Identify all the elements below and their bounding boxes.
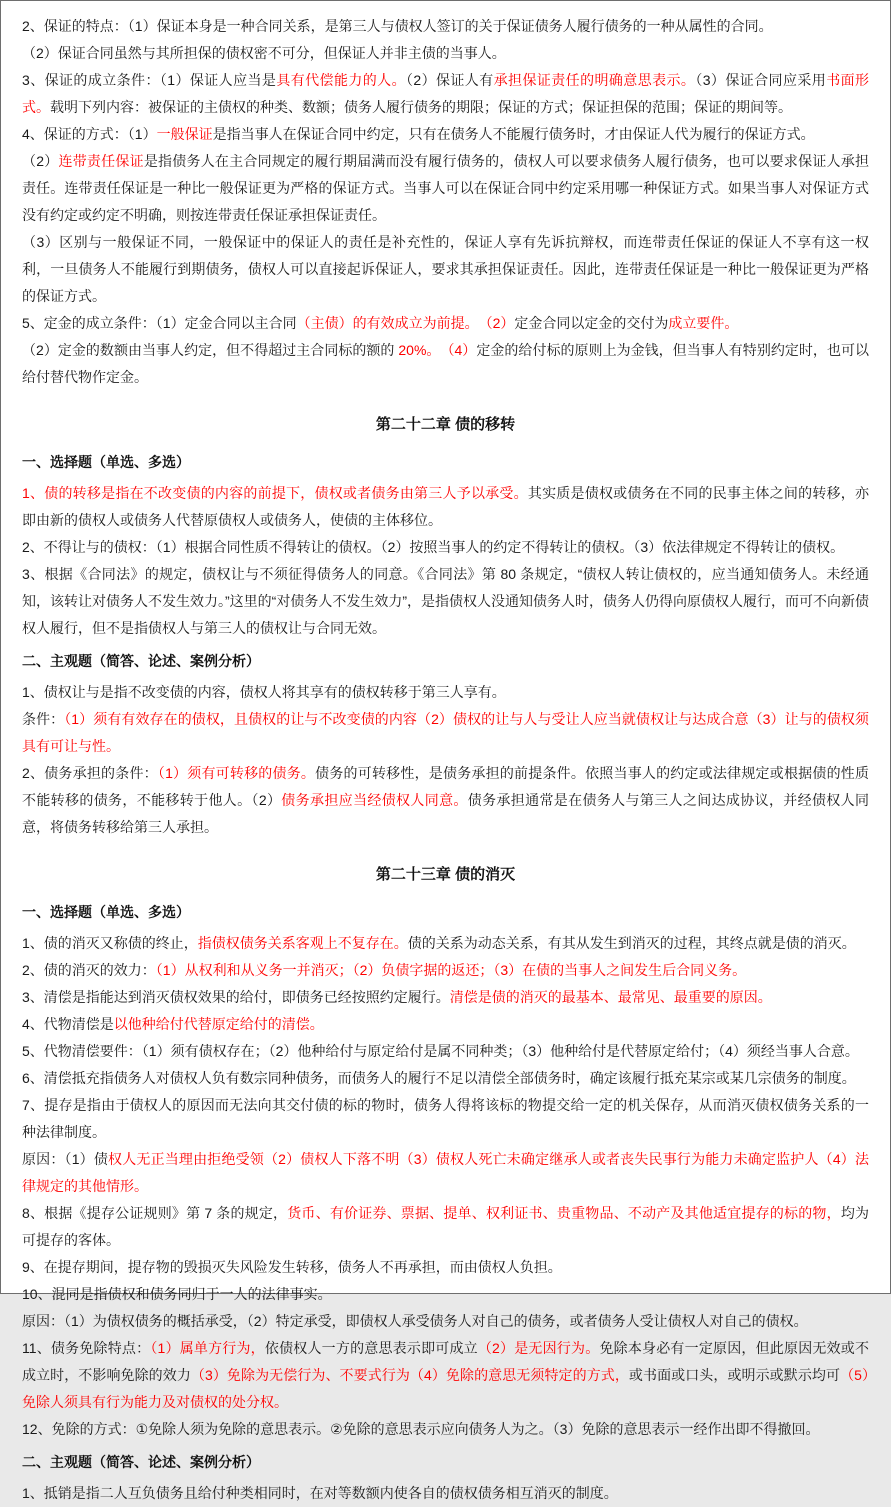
- paragraph: [22, 13, 869, 40]
- text-segment: 原因：（1）债: [22, 1151, 109, 1167]
- text-segment: 其实质是债权或债务在不同的民事主体之间的转移，亦即由新的债权人或债务人代替原债权人或债务人，使债的主体移位。: [22, 485, 869, 528]
- paragraph: [22, 1480, 869, 1507]
- text-segment: （2）保证人有: [405, 72, 494, 88]
- text-segment: 依债权人一方的意思表示即可成立: [264, 1340, 478, 1356]
- text-segment: 是指当事人在保证合同中约定，只有在债务人不能履行债务时，才由保证人代为履行的保证方式。: [212, 126, 815, 142]
- text-segment: 10、混同是指债权和债务同归于一人的法律事实。: [22, 1286, 332, 1302]
- section-heading: 二、主观题（简答、论述、案例分析）: [22, 653, 260, 669]
- paragraph: [22, 1281, 869, 1308]
- highlighted-text-segment: 指债权债务关系客观上不复存在。: [197, 935, 408, 951]
- highlighted-text-segment: （3）免除为无偿行为、不要式行为（4）免除的意思无须特定的方式，: [190, 1367, 629, 1383]
- section-heading: 二、主观题（简答、论述、案例分析）: [22, 1454, 260, 1470]
- paragraph: [22, 930, 869, 957]
- paragraph: [22, 706, 869, 760]
- text-segment: （2）定金的数额由当事人约定，但不得超过主合同标的额的: [22, 342, 399, 358]
- highlighted-text-segment: 20%。 （4）: [398, 342, 477, 358]
- paragraph: [22, 957, 869, 984]
- text-segment: （3）保证合同应采用: [695, 72, 827, 88]
- text-segment: 6、清偿抵充指债务人对债权人负有数宗同种债务，而债务人的履行不足以清偿全部债务时，确定该履行抵充某宗或某几宗债务的制度。: [22, 1070, 856, 1086]
- text-segment: 原因：（1）为债权债务的概括承受，（2）特定承受，即债权人承受债务人对自己的债务，或者债务人受让债权人对自己的债权。: [22, 1313, 808, 1329]
- text-segment: 2、不得让与的债权：（1）根据合同性质不得转让的债权。（2）按照当事人的约定不得转让的债权。（3）依法律规定不得转让的债权。: [22, 539, 845, 555]
- paragraph: [22, 1011, 869, 1038]
- paragraph: [22, 561, 869, 642]
- text-segment: （2）保证合同虽然与其所担保的债权密不可分，但保证人并非主债的当事人。: [22, 45, 506, 61]
- section-heading: 一、选择题（单选、多选）: [22, 904, 190, 920]
- text-segment: 载明下列内容：被保证的主债权的种类、数额；债务人履行债务的期限；保证的方式；保证担保的范围；保证的期间等。: [50, 99, 792, 115]
- highlighted-text-segment: （5）免除人须具有行为能力及对债权的处分权。: [22, 1367, 870, 1410]
- text-segment: 5、代物清偿要件：（1）须有债权存在；（2）他种给付与原定给付是属不同种类；（3）他种给付是代替原定给付；（4）须经当事人合意。: [22, 1043, 859, 1059]
- text-segment: 债务的可转移性，是债务承担的前提条件。依照当事人的约定或法律规定或根据债的性质不能转移的债务，不能移转于他人。（2）: [22, 765, 869, 808]
- paragraph: [22, 1065, 869, 1092]
- highlighted-text-segment: 承担保证责任的明确意思表示。: [493, 72, 696, 88]
- text-segment: （2）: [22, 153, 59, 169]
- paragraph: [22, 760, 869, 841]
- text-segment: 11、债务免除特点：: [22, 1340, 151, 1356]
- highlighted-text-segment: 成立要件。: [668, 315, 739, 331]
- paragraph: [22, 1335, 869, 1416]
- highlighted-text-segment: （2）是无因行为。: [477, 1340, 600, 1356]
- text-segment: 或书面或口头，或明示或默示均可: [628, 1367, 841, 1383]
- text-segment: （3）区别与一般保证不同，一般保证中的保证人的责任是补充性的，保证人享有先诉抗辩权，而连带责任保证的保证人不享有这一权利，一旦债务人不能履行到期债务，债权人可以直接起诉保证人，要求其承担保证责任。因此，连带责任保证是一种比一般保证更为严格的保证方式。: [22, 234, 869, 304]
- text-segment: 免除本身必有一定原因，但此原因无效或不成立时，不影响免除的效力: [22, 1340, 869, 1383]
- highlighted-text-segment: 以他种给付代替原定给付的清偿。: [113, 1016, 324, 1032]
- text-segment: 1、债权让与是指不改变债的内容，债权人将其享有的债权转移于第三人享有。: [22, 684, 506, 700]
- text-segment: 4、代物清偿是: [22, 1016, 114, 1032]
- paragraph: [22, 67, 869, 121]
- paragraph: [22, 40, 869, 67]
- paragraph: [22, 1146, 869, 1200]
- highlighted-text-segment: （1）须有可转移的债务。: [157, 765, 316, 781]
- text-segment: 2、债的消灭的效力：: [22, 962, 156, 978]
- paragraph: [22, 121, 869, 148]
- highlighted-text-segment: 1、债的转移是指在不改变债的内容的前提下，债权或者债务由第三人予以承受。: [22, 485, 528, 501]
- text-segment: 定金的给付标的原则上为金钱，但当事人有特别约定时，也可以给付替代物作定金。: [22, 342, 870, 385]
- highlighted-text-segment: （1）属单方行为，: [150, 1340, 265, 1356]
- paragraph: [22, 1200, 869, 1254]
- paragraph: [22, 1254, 869, 1281]
- highlighted-text-segment: （主债）的有效成立为前提。 （2）: [296, 315, 515, 331]
- highlighted-text-segment: 书面形式。: [22, 72, 870, 115]
- text-segment: 是指债务人在主合同规定的履行期届满而没有履行债务的，债权人可以要求债务人履行债务，也可以要求保证人承担责任。连带责任保证是一种比一般保证更为严格的保证方式。当事人可以在保证合同中约定采用哪一种保证方式。如果当事人对保证方式没有约定或约定不明确，则按连带责任保证承担保证责任。: [22, 153, 869, 223]
- paragraph: [22, 1038, 869, 1065]
- paragraph: [22, 984, 869, 1011]
- highlighted-text-segment: 具有代偿能力的人。: [276, 72, 406, 88]
- chapter-heading: 第二十三章 债的消灭: [375, 866, 516, 883]
- paragraph: [22, 1416, 869, 1443]
- text-segment: 8、根据《提存公证规则》第 7 条的规定，: [22, 1205, 288, 1221]
- paragraph: [22, 534, 869, 561]
- text-segment: 均为可提存的客体。: [22, 1205, 870, 1248]
- text-segment: 定金合同以定金的交付为: [514, 315, 669, 331]
- text-segment: 4、保证的方式：（1）: [22, 126, 157, 142]
- section-heading: 一、选择题（单选、多选）: [22, 454, 190, 470]
- text-segment: 7、提存是指由于债权人的原因而无法向其交付债的标的物时，债务人得将该标的物提交给一定的机关保存，从而消灭债权债务关系的一种法律制度。: [22, 1097, 869, 1140]
- text-segment: 3、根据《合同法》的规定，债权让与不须征得债务人的同意。《合同法》第 80 条规定，“债权人转让债权的，应当通知债务人。未经通知，该转让对债务人不发生效力。”这里的“对债务人不发生效力”，是指债权人没通知债务人时，债务人仍得向原债权人履行，而可不向新债权人履行，但不是指债权人与第三人的债权让与合同无效。: [22, 566, 869, 636]
- highlighted-text-segment: 权人无正当理由拒绝受领（2）债权人下落不明（3）债权人死亡未确定继承人或者丧失民事行为能力未确定监护人（4）法律规定的其他情形。: [22, 1151, 869, 1194]
- text-segment: 债的关系为动态关系，有其从发生到消灭的过程，其终点就是债的消灭。: [407, 935, 856, 951]
- paragraph: [22, 337, 869, 391]
- highlighted-text-segment: （1）须有有效存在的债权，且债权的让与不改变债的内容（2）债权的让与人与受让人应当就债权让与达成合意（3）让与的债权须具有可让与性。: [22, 711, 870, 754]
- text-segment: 1、债的消灭又称债的终止，: [22, 935, 198, 951]
- text-segment: 3、清偿是指能达到消灭债权效果的给付，即债务已经按照约定履行。: [22, 989, 450, 1005]
- highlighted-text-segment: 一般保证: [156, 126, 213, 142]
- text-segment: 2、保证的特点：（1）保证本身是一种合同关系，是第三人与债权人签订的关于保证债务人履行债务的一种从属性的合同。: [22, 18, 773, 34]
- paragraph: [22, 1092, 869, 1146]
- highlighted-text-segment: 清偿是债的消灭的最基本、最常见、最重要的原因。: [449, 989, 772, 1005]
- text-segment: 3、保证的成立条件：（1）保证人应当是: [22, 72, 277, 88]
- text-segment: 债务承担通常是在债务人与第三人之间达成协议，并经债权人同意，将债务转移给第三人承担。: [22, 792, 869, 835]
- paragraph: [22, 229, 869, 310]
- paragraph: [22, 310, 869, 337]
- chapter-heading: 第二十二章 债的移转: [375, 416, 516, 433]
- highlighted-text-segment: 债务承担应当经债权人同意。: [281, 792, 468, 808]
- text-segment: 12、免除的方式：①免除人须为免除的意思表示。②免除的意思表示应向债务人为之。（3）免除的意思表示一经作出即不得撤回。: [22, 1421, 820, 1437]
- text-segment: 9、在提存期间，提存物的毁损灭失风险发生转移，债务人不再承担，而由债权人负担。: [22, 1259, 562, 1275]
- paragraph: [22, 480, 869, 534]
- text-segment: 5、定金的成立条件：（1）定金合同以主合同: [22, 315, 297, 331]
- text-segment: 2、债务承担的条件：: [22, 765, 158, 781]
- paragraph: [22, 1308, 869, 1335]
- text-segment: 条件：: [22, 711, 65, 727]
- paragraph: [22, 679, 869, 706]
- paragraph: [22, 148, 869, 229]
- text-segment: 1、抵销是指二人互负债务且给付种类相同时，在对等数额内使各自的债权债务相互消灭的制度。: [22, 1485, 618, 1501]
- highlighted-text-segment: 货币、有价证券、票据、提单、权利证书、贵重物品、不动产及其他适宜提存的标的物，: [287, 1205, 841, 1221]
- highlighted-text-segment: （1）从权利和从义务一并消灭；（2）负债字据的返还；（3）在债的当事人之间发生后合同义务。: [155, 962, 747, 978]
- document-body: [22, 13, 869, 1507]
- highlighted-text-segment: 连带责任保证: [58, 153, 144, 169]
